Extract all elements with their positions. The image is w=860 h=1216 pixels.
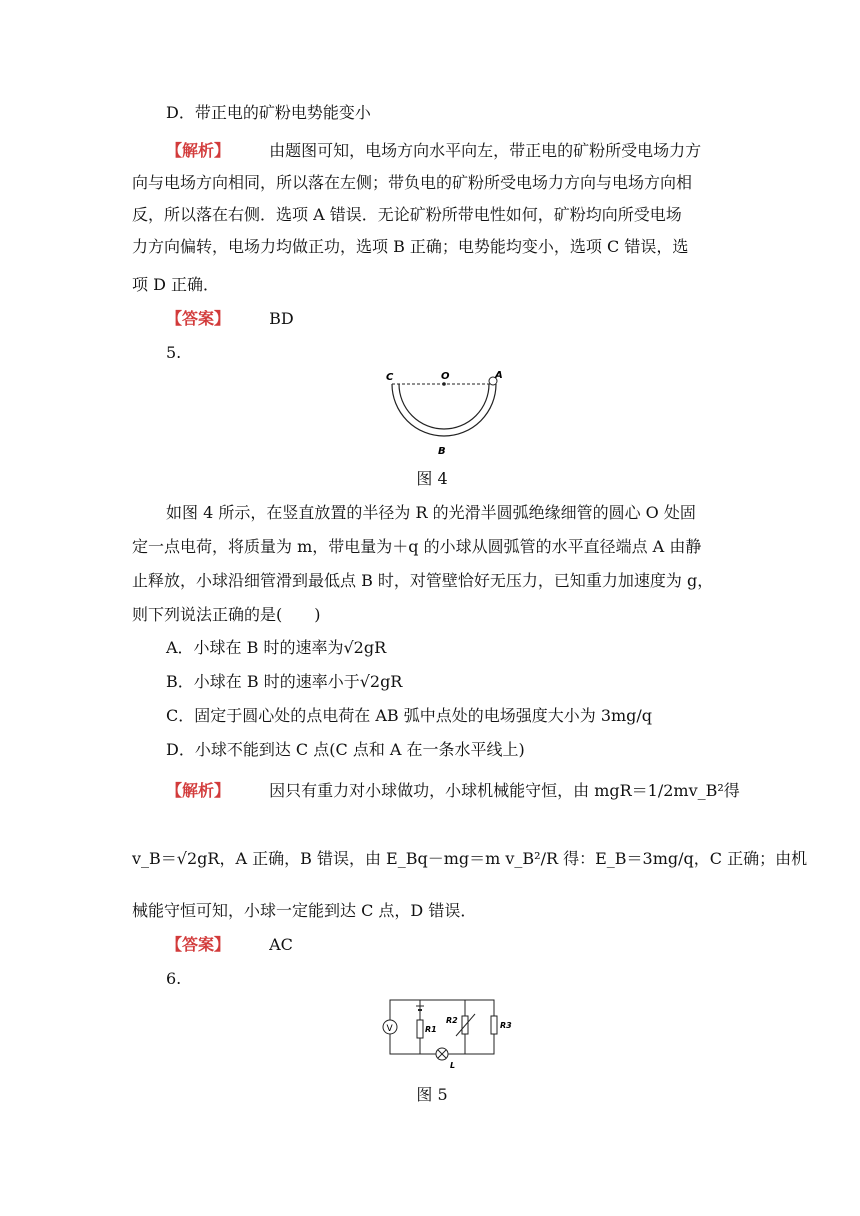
q5-stem-line4: 则下列说法正确的是( ) — [132, 605, 321, 624]
q4-analysis-line1: 【解析】 由题图可知，电场方向水平向左，带正电的矿粉所受电场力方 — [166, 141, 702, 160]
figure-5-caption: 图 5 — [416, 1085, 448, 1104]
q5-option-b: B．小球在 B 时的速率小于√2gR — [166, 672, 403, 691]
answer-tag: 【答案】 — [166, 935, 231, 954]
analysis-tag: 【解析】 — [166, 141, 231, 160]
label-r2: R2 — [446, 1016, 458, 1025]
label-c: C — [386, 372, 394, 383]
q4-analysis-line2: 向与电场方向相同，所以落在左侧；带负电的矿粉所受电场力方向与电场方向相 — [132, 173, 693, 192]
label-l: L — [450, 1061, 456, 1070]
q5-option-a: A．小球在 B 时的速率为√2gR — [166, 638, 387, 657]
q5-option-d: D．小球不能到达 C 点(C 点和 A 在一条水平线上) — [166, 740, 525, 759]
label-b: B — [438, 446, 446, 457]
label-r3: R3 — [500, 1021, 512, 1030]
q4-option-d: D．带正电的矿粉电势能变小 — [166, 103, 371, 122]
label-r1: R1 — [425, 1025, 437, 1034]
q5-stem-line2: 定一点电荷，将质量为 m，带电量为＋q 的小球从圆弧管的水平直径端点 A 由静 — [132, 537, 702, 556]
q5-stem-line3: 止释放，小球沿细管滑到最低点 B 时，对管壁恰好无压力，已知重力加速度为 g， — [132, 571, 714, 590]
figure-4-caption: 图 4 — [416, 469, 448, 488]
q5-number: 5. — [166, 343, 182, 362]
q4-analysis-line5: 项 D 正确． — [132, 275, 220, 294]
label-v: V — [386, 1024, 393, 1034]
figure-4-semicircle-tube — [380, 368, 510, 460]
q5-answer: AC — [269, 935, 293, 954]
q4-answer: BD — [269, 309, 294, 328]
figure-5-circuit — [378, 994, 518, 1070]
q4-analysis-line3: 反，所以落在右侧．选项 A 错误．无论矿粉所带电性如何，矿粉均向所受电场 — [132, 205, 682, 224]
q5-answer-row — [166, 934, 293, 956]
analysis-tag: 【解析】 — [166, 781, 231, 800]
q5-stem-line1: 如图 4 所示，在竖直放置的半径为 R 的光滑半圆弧绝缘细管的圆心 O 处固 — [166, 503, 696, 522]
q5-analysis-line3: 械能守恒可知，小球一定能到达 C 点，D 错误． — [132, 901, 477, 920]
label-a: A — [495, 370, 503, 381]
q5-option-c: C．固定于圆心处的点电荷在 AB 弧中点处的电场强度大小为 3mg/q — [166, 706, 653, 725]
q6-number: 6. — [166, 969, 182, 988]
q5-analysis-line1: 【解析】 因只有重力对小球做功，小球机械能守恒，由 mgR＝1/2mv_B²得 — [166, 781, 740, 800]
q5-analysis-line2: v_B＝√2gR，A 正确，B 错误，由 E_Bq－mg＝m v_B²/R 得：E_B＝3mg/q，C 正确；由机 — [132, 849, 808, 868]
q4-analysis-line4: 力方向偏转，电场力均做正功，选项 B 正确；电势能均变小，选项 C 错误，选 — [132, 237, 689, 256]
answer-tag: 【答案】 — [166, 309, 231, 328]
q4-answer-row — [166, 308, 294, 330]
label-o: O — [441, 371, 450, 382]
